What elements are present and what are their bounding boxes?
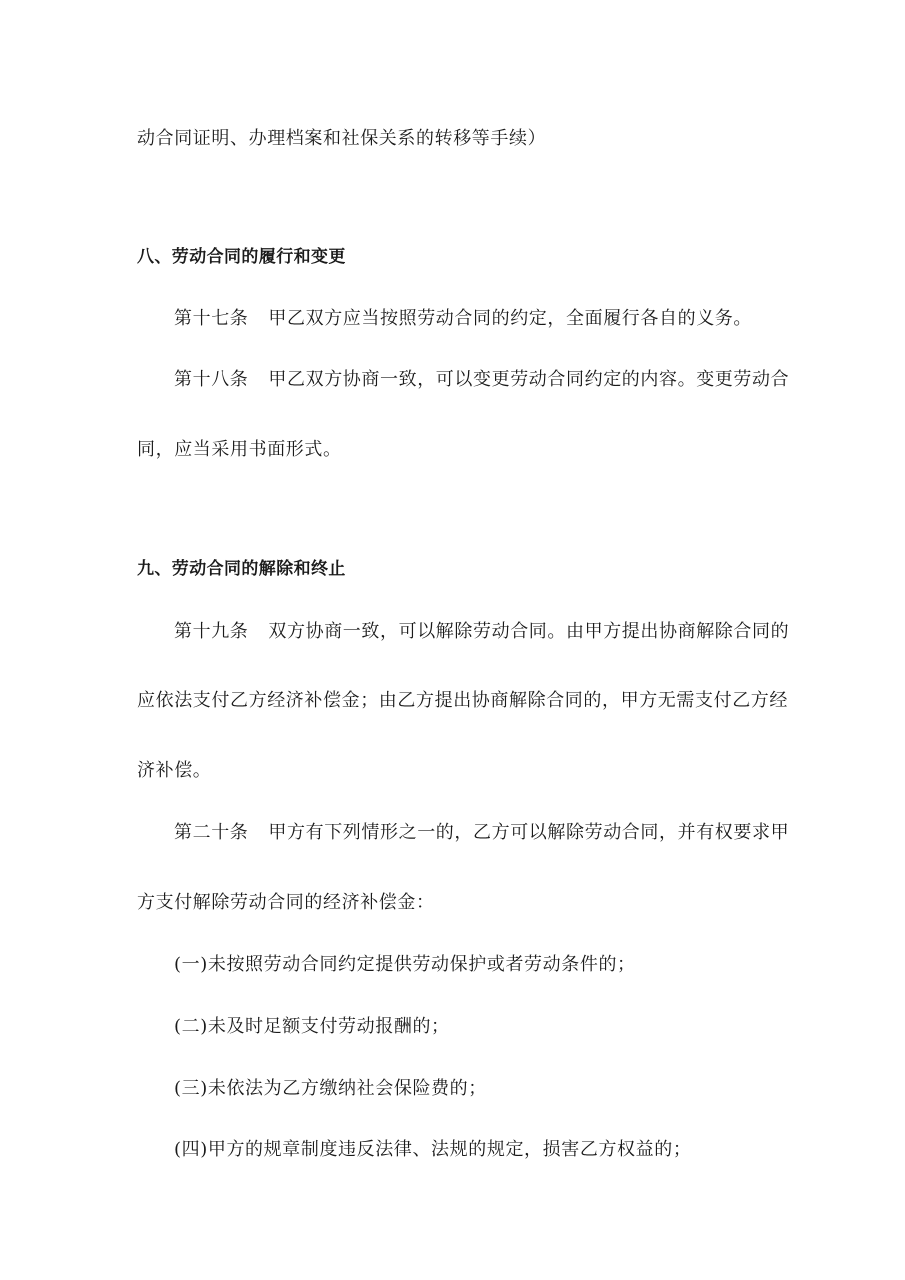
article-18-line-1 — [174, 368, 789, 392]
article-18-text-1: 甲乙双方协商一致，可以变更劳动合同约定的内容。变更劳动合 — [268, 369, 790, 390]
article-17-number: 第十七条 — [174, 308, 249, 329]
continuation-text: 动合同证明、办理档案和社保关系的转移等手续） — [137, 128, 547, 149]
article-19-line-2: 应依法支付乙方经济补偿金；由乙方提出协商解除合同的，甲方无需支付乙方经 — [137, 690, 788, 711]
list-item: (三)未依法为乙方缴纳社会保险费的； — [174, 1078, 487, 1099]
article-18-line-2: 同，应当采用书面形式。 — [137, 439, 342, 460]
list-item: (一)未按照劳动合同约定提供劳动保护或者劳动条件的； — [174, 954, 636, 975]
list-item: (四)甲方的规章制度违反法律、法规的规定，损害乙方权益的； — [174, 1139, 692, 1160]
article-18-number: 第十八条 — [174, 369, 249, 390]
section-9-heading: 九、劳动合同的解除和终止 — [137, 559, 346, 579]
article-20-line-1 — [174, 821, 789, 845]
article-17-text: 甲乙双方应当按照劳动合同的约定，全面履行各自的义务。 — [268, 308, 753, 329]
article-20-line-2: 方支付解除劳动合同的经济补偿金： — [137, 892, 435, 913]
list-item: (二)未及时足额支付劳动报酬的； — [174, 1016, 450, 1037]
article-20-number: 第二十条 — [174, 822, 249, 843]
section-8-heading: 八、劳动合同的履行和变更 — [137, 247, 346, 267]
article-19-line-3: 济补偿。 — [137, 760, 212, 781]
article-19-line-1 — [174, 620, 789, 644]
article-20-text-1: 甲方有下列情形之一的，乙方可以解除劳动合同，并有权要求甲 — [268, 822, 790, 843]
article-19-text-1: 双方协商一致，可以解除劳动合同。由甲方提出协商解除合同的 — [268, 621, 790, 642]
article-19-number: 第十九条 — [174, 621, 249, 642]
article-17 — [174, 307, 752, 331]
